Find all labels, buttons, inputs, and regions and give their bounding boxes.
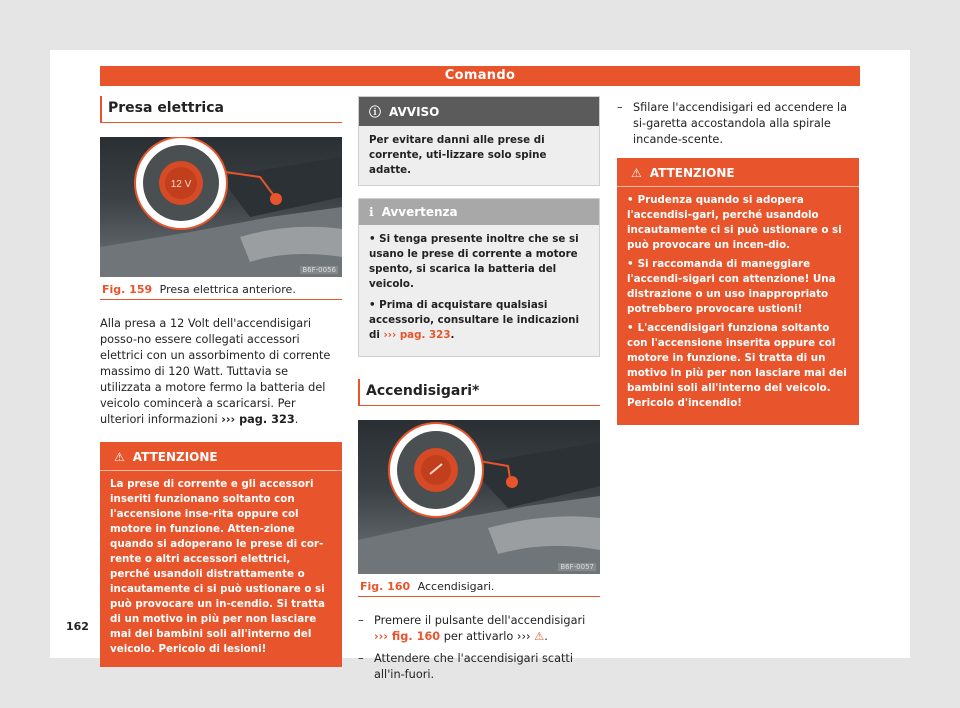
figure-number: Fig. 160 [360,580,411,593]
info-icon: ⓘ [369,105,382,119]
warning-item: • L'accendisigari funziona soltanto con l'accensione inserita oppure col motore in funzione. Si tratta di un motivo in più per non lasciare mai dei bambini soli all'interno del veicolo. Pericolo d'incendio! [627,322,847,409]
step-end: . [544,630,548,643]
step-text: Attendere che l'accendisigari scatti all'in-fuori. [374,652,573,681]
figure-code: B6F-0057 [560,563,594,571]
step-text: Sfilare l'accendisigari ed accendere la si-garetta accostandola alla spirale incande-scente. [633,101,848,146]
warning-title: ATTENZIONE [132,450,218,464]
warning-title: ATTENZIONE [649,166,735,180]
figure-caption-text: Accendisigari. [417,580,495,593]
avviso-text: Per evitare danni alle prese di corrente, uti-lizzare solo spine adatte. [369,134,547,176]
warning-item-text: Prudenza quando si adopera l'accendisi-gari, perché usandolo incautamente ci si può ustionare o si può provocare un incen-dio. [627,194,842,251]
lighter-steps [358,613,600,683]
warning-item-text: Si raccomanda di maneggiare l'accendi-sigari con attenzione! Una distrazione o un uso inappropriato potrebbero provocare ustioni! [627,258,836,315]
step-text: per attivarlo ››› [443,630,531,643]
avviso-title: AVVISO [389,104,440,119]
warning-header [617,158,859,187]
note-item-text: Si tenga presente inoltre che se si usano le prese di corrente a motore spento, si scarica la batteria del veicolo. [369,233,579,290]
column-2 [358,96,600,693]
chapter-header: Comando [100,66,860,86]
warning-box-2 [617,158,859,425]
note-title: Avvertenza [381,205,458,219]
note-body [359,225,599,356]
figure-number: Fig. 159 [102,283,153,296]
warning-item-text: L'accendisigari funziona soltanto con l'accensione inserita oppure col motore in funzione. Si tratta di un motivo in più per non lasciare mai dei bambini soli all'interno del veicolo. Pericolo d'incendio! [627,322,847,409]
warning-header [100,442,342,471]
step-item [617,100,859,148]
figure-reference-link[interactable]: ››› fig. 160 [374,630,441,643]
note-item: • Prima di acquistare qualsiasi accessorio, consultare le indicazioni di ››› pag. 323. [369,299,580,341]
avviso-box [358,96,600,186]
lighter-steps-cont [617,100,859,148]
figure-caption [100,277,342,300]
socket-illustration [100,137,342,277]
note-header [359,199,599,225]
section-title-presa: Presa elettrica [100,96,342,123]
figure-caption [358,574,600,597]
page-reference-link[interactable]: ››› pag. 323 [383,329,451,341]
warning-item: • Prudenza quando si adopera l'accendisi-gari, perché usandolo incautamente ci si può ustionare o si può provocare un incen-dio. [627,194,842,251]
step-item [358,651,600,683]
socket-badge: 12 V [170,179,192,190]
paragraph-text: Alla presa a 12 Volt dell'accendisigari posso-no essere collegati accessori elettrici con un assorbimento di corrente massimo di 120 Watt. Tuttavia se utilizzata a motore fermo la batteria del veicolo comincerà a scaricarsi. Per ulteriori informazioni [100,317,331,426]
note-box [358,198,600,357]
figure-code: B6F-0056 [302,266,336,274]
note-item-text: Prima di acquistare qualsiasi accessorio, consultare le indicazioni di [369,299,580,341]
step-item [358,613,600,645]
warning-box-1 [100,442,342,667]
warning-text: La prese di corrente e gli accessori inseriti funzionano soltanto con l'accensione inse-rita oppure col motore in funzione. Atten-zione quando si adoperano le prese di cor-rente o altri accessori elettrici, perché usandoli distrattamente o incautamente ci si può ustionare o si può provocare un in-cendio. Si tratta di un motivo in più per non lasciare mai dei bambini soli all'interno del veicolo. Pericolo di lesioni! [110,478,325,655]
warning-reference-icon[interactable]: ⚠ [534,630,545,643]
note-item-end: . [450,329,455,341]
column-1 [100,96,342,667]
section-title-accendisigari: Accendisigari* [358,379,600,406]
warning-body [617,187,859,425]
paragraph-end: . [294,413,299,426]
page-number: 162 [66,620,89,633]
presa-paragraph [100,316,342,428]
avviso-header [359,97,599,126]
warning-item: • Si raccomanda di maneggiare l'accendi-sigari con attenzione! Una distrazione o un uso inappropriato potrebbero provocare ustioni! [627,258,836,315]
column-3 [617,100,859,425]
figure-160 [358,420,600,574]
figure-caption-text: Presa elettrica anteriore. [159,283,296,296]
figure-159 [100,137,342,277]
warning-icon: ⚠ [114,450,125,464]
note-item: • Si tenga presente inoltre che se si usano le prese di corrente a motore spento, si scarica la batteria del veicolo. [369,233,579,290]
note-icon: ℹ [369,205,374,219]
step-text: Premere il pulsante dell'accendisigari [374,614,586,627]
page-reference-link[interactable]: ››› pag. 323 [221,413,295,426]
warning-icon: ⚠ [631,166,642,180]
lighter-illustration [358,420,600,574]
